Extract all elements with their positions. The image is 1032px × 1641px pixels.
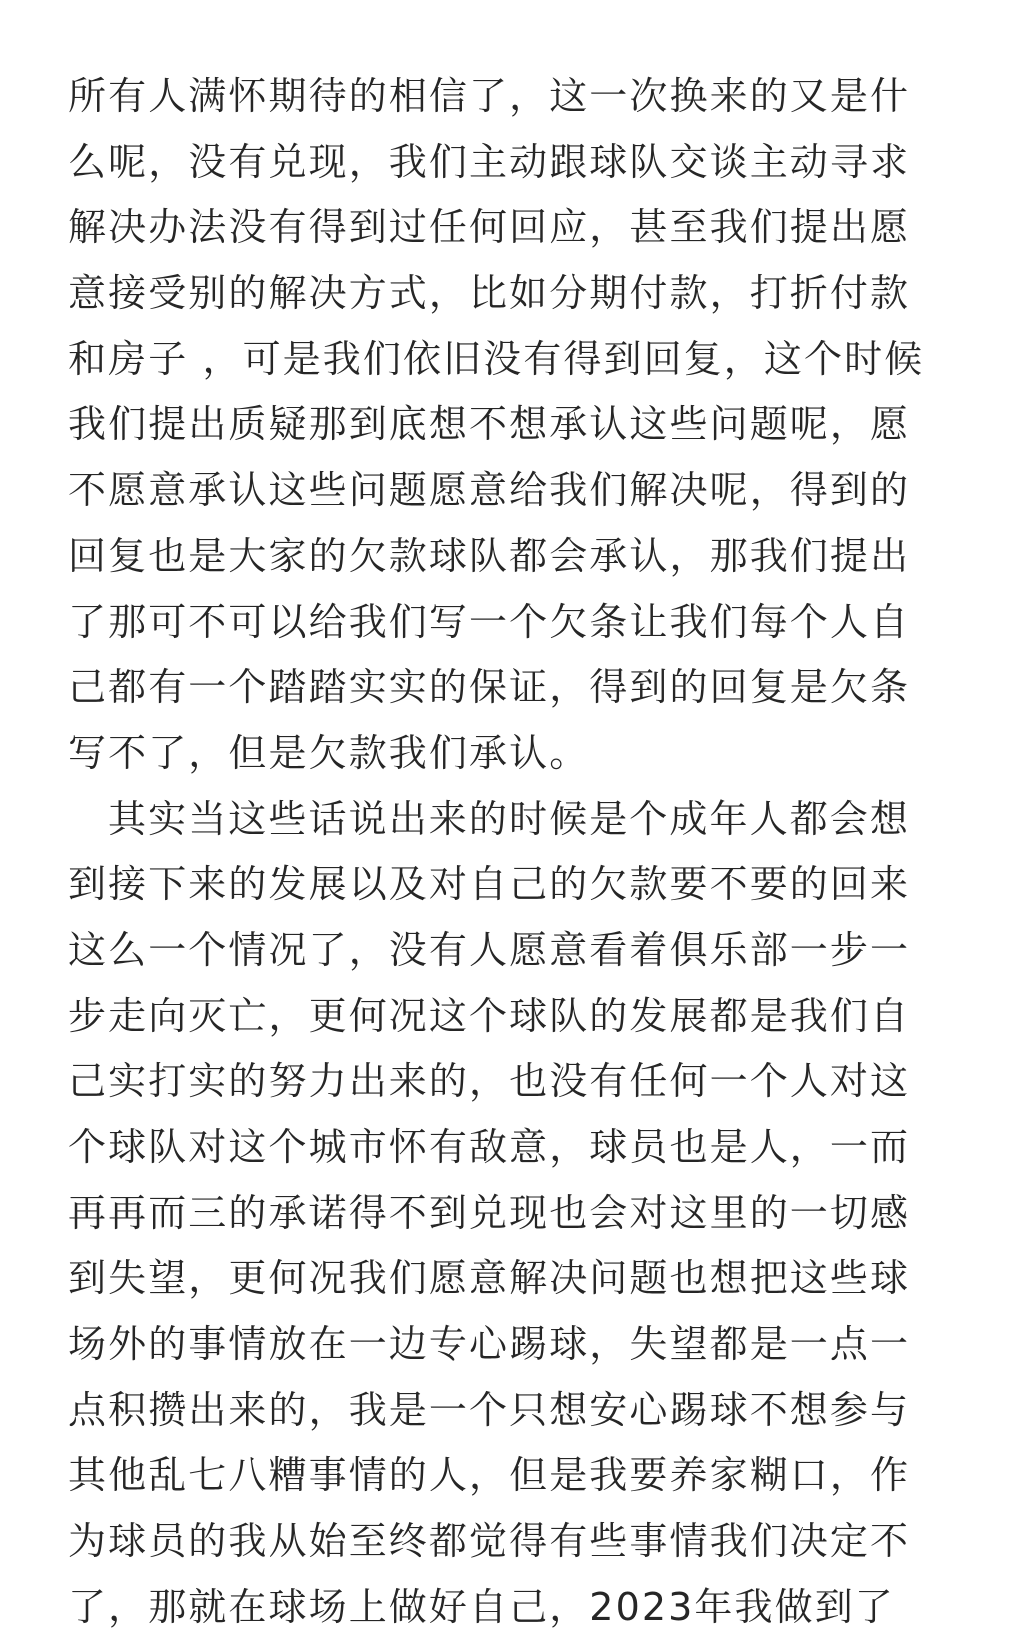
text-line: 场外的事情放在一边专心踢球，失望都是一点一 — [68, 1322, 911, 1367]
text-line: 和房子 ，可是我们依旧没有得到回复，这个时候 — [68, 336, 925, 381]
text-line: 到失望，更何况我们愿意解决问题也想把这些球 — [68, 1256, 911, 1301]
text-line: 我们提出质疑那到底想不想承认这些问题呢，愿 — [68, 402, 911, 447]
text-line: 己都有一个踏踏实实的保证，得到的回复是欠条 — [68, 665, 911, 710]
text-line: 己实打实的努力出来的，也没有任何一个人对这 — [68, 1059, 911, 1104]
text-line: 不愿意承认这些问题愿意给我们解决呢，得到的 — [68, 468, 911, 513]
text-line: 个球队对这个城市怀有敌意，球员也是人，一而 — [68, 1125, 911, 1169]
text-line: 意接受别的解决方式，比如分期付款，打折付款 — [68, 271, 911, 316]
text-line: 所有人满怀期待的相信了，这一次换来的又是什 — [68, 74, 911, 118]
text-line: 么呢，没有兑现，我们主动跟球队交谈主动寻求 — [68, 139, 911, 184]
text-line: 到接下来的发展以及对自己的欠款要不要的回来 — [68, 862, 911, 907]
paragraph-1 — [68, 64, 968, 787]
document-body — [68, 64, 968, 1641]
text-line: 其实当这些话说出来的时候是个成年人都会想 — [108, 796, 911, 841]
text-line: 点积攒出来的，我是一个只想安心踢球不想参与 — [68, 1387, 911, 1432]
text-line: 了那可不可以给我们写一个欠条让我们每个人自 — [68, 599, 911, 644]
paragraph-2 — [68, 787, 968, 1641]
text-line: 解决办法没有得到过任何回应，甚至我们提出愿 — [68, 205, 911, 250]
text-line: 这么一个情况了，没有人愿意看着俱乐部一步一 — [68, 927, 911, 972]
text-line: 回复也是大家的欠款球队都会承认，那我们提出 — [68, 533, 911, 578]
text-line: 步走向灭亡，更何况这个球队的发展都是我们自 — [68, 993, 911, 1038]
text-line: 再再而三的承诺得不到兑现也会对这里的一切感 — [68, 1190, 911, 1235]
text-line: 其他乱七八糟事情的人，但是我要养家糊口，作 — [68, 1453, 911, 1498]
text-line: 了，那就在球场上做好自己，2023年我做到了 — [68, 1584, 895, 1629]
text-line: 为球员的我从始至终都觉得有些事情我们决定不 — [68, 1519, 911, 1564]
text-line: 写不了，但是欠款我们承认。 — [68, 730, 590, 775]
